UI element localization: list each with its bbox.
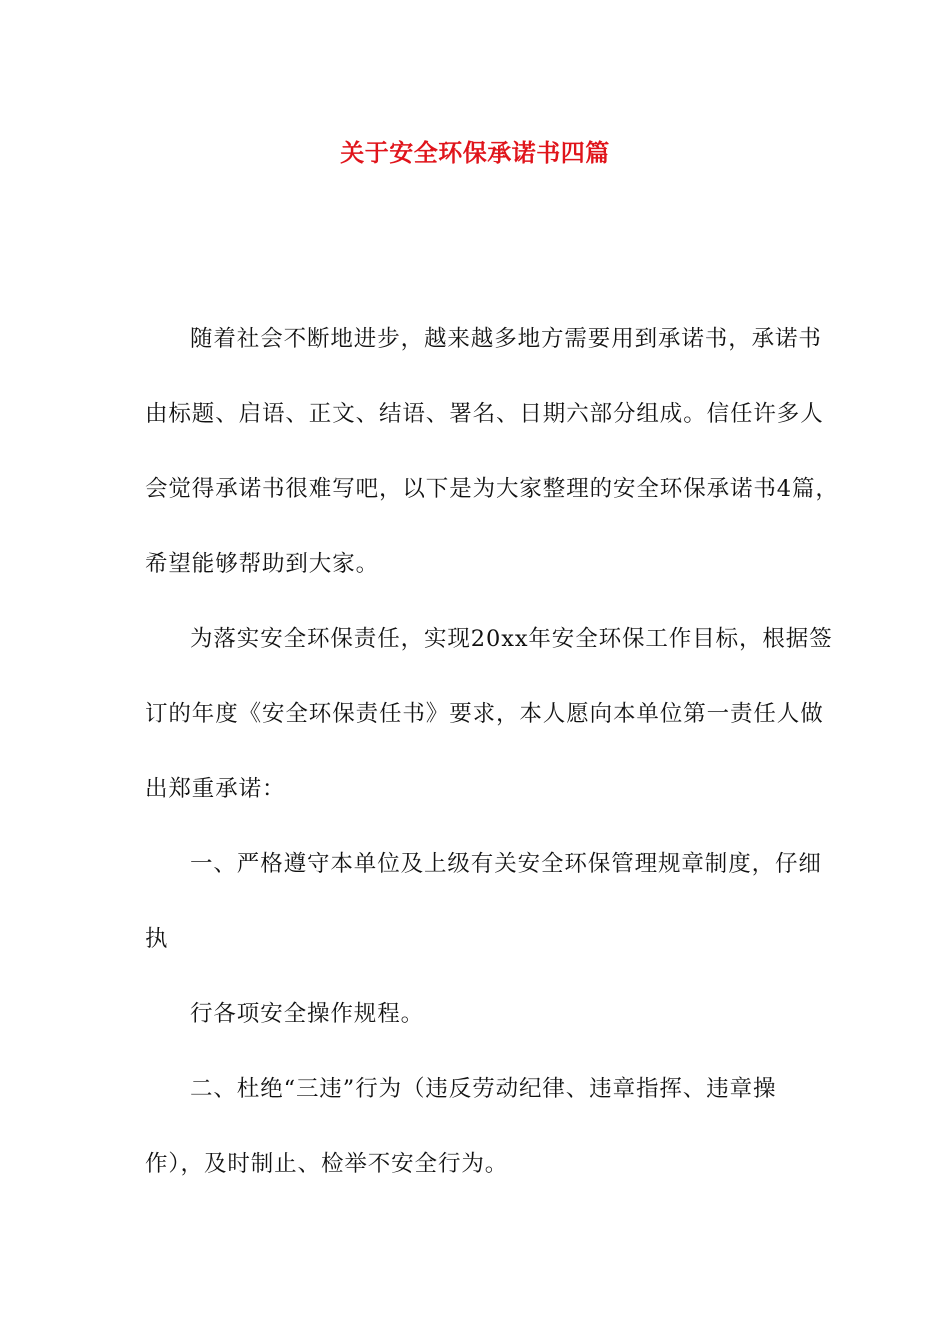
paragraph-5-line-2: 作），及时制止、检举不安全行为。 (145, 1151, 509, 1177)
paragraph-2-line-1: 为落实安全环保责任，实现20xx年安全环保工作目标，根据签 (190, 626, 833, 652)
document-title: 关于安全环保承诺书四篇 (340, 139, 610, 167)
paragraph-1-line-4: 希望能够帮助到大家。 (145, 551, 380, 577)
paragraph-2-line-3: 出郑重承诺： (145, 776, 286, 802)
paragraph-1-line-3: 会觉得承诺书很难写吧，以下是为大家整理的安全环保承诺书4篇， (145, 476, 839, 502)
paragraph-3-line-2: 执 (145, 926, 169, 952)
paragraph-5-line-1: 二、杜绝“三违”行为（违反劳动纪律、违章指挥、违章操 (190, 1076, 777, 1102)
paragraph-2-line-2: 订的年度《安全环保责任书》要求，本人愿向本单位第一责任人做 (145, 701, 824, 727)
paragraph-1-line-1: 随着社会不断地进步，越来越多地方需要用到承诺书，承诺书 (190, 326, 822, 352)
paragraph-1-line-2: 由标题、启语、正文、结语、署名、日期六部分组成。信任许多人 (145, 401, 824, 427)
paragraph-4-line-1: 行各项安全操作规程。 (190, 1001, 425, 1027)
paragraph-3-line-1: 一、严格遵守本单位及上级有关安全环保管理规章制度，仔细 (190, 851, 822, 877)
